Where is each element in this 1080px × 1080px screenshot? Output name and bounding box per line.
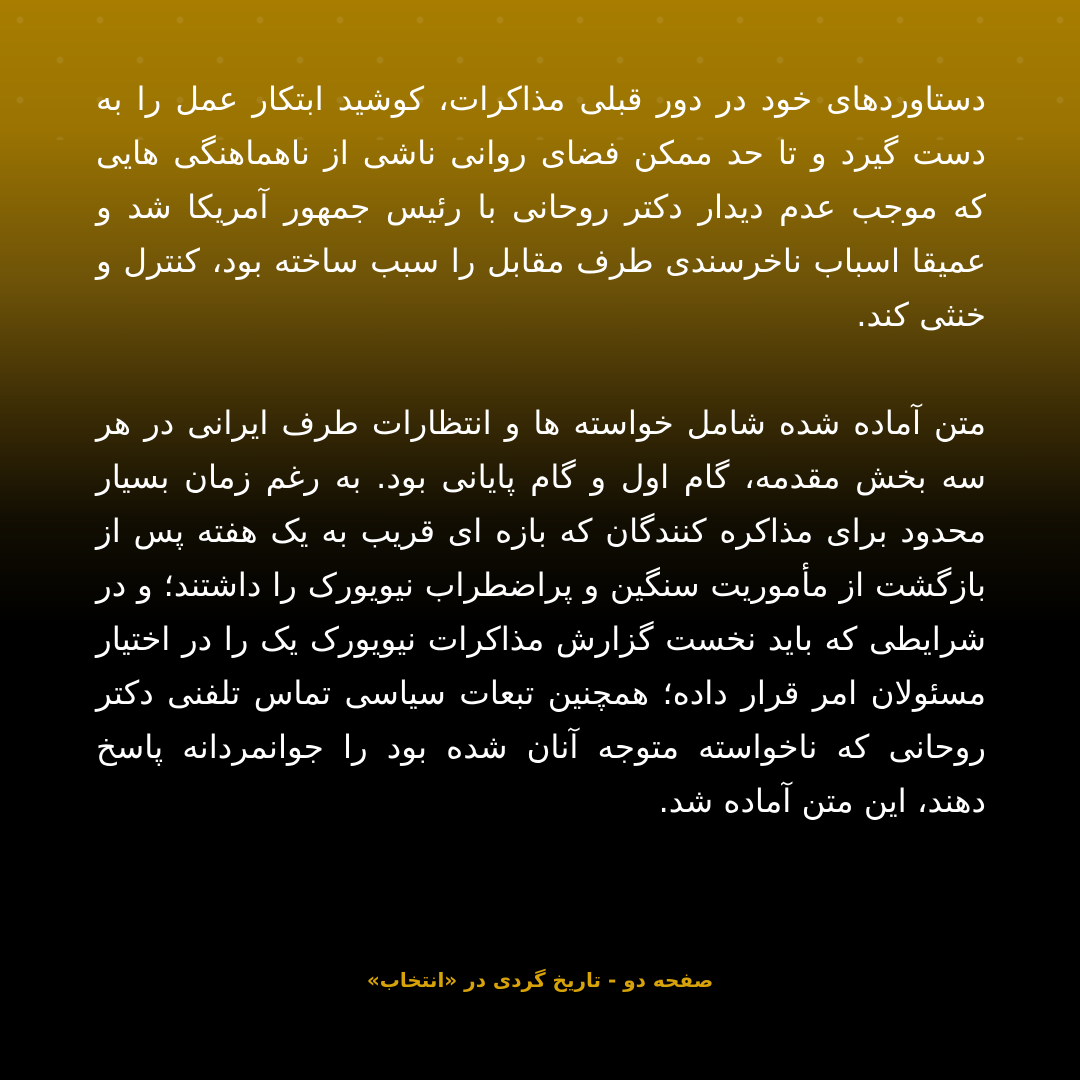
paragraph-1: دستاوردهای خود در دور قبلی مذاکرات، کوشید ابتکار عمل را به دست گیرد و تا حد ممکن فضای روانی ناشی از ناهماهنگی هایی که موجب عدم دیدار دکتر روحانی با رئیس جمهور آمریکا شد و عمیقا اسباب ناخرسندی طرف مقابل را سبب ساخته بود، کنترل و خنثی کند. <box>96 80 986 334</box>
page-footer: صفحه دو - تاریخ گردی در «انتخاب» <box>366 968 714 992</box>
article-body <box>96 72 986 828</box>
paragraph-2: متن آماده شده شامل خواسته ها و انتظارات طرف ایرانی در هر سه بخش مقدمه، گام اول و گام پایانی بود. به رغم زمان بسیار محدود برای مذاکره کنندگان که بازه ای قریب به یک هفته پس از بازگشت از مأموریت سنگین و پراضطراب نیویورک را داشتند؛ و در شرایطی که باید نخست گزارش مذاکرات نیویورک یک را در اختیار مسئولان امر قرار داده؛ همچنین تبعات سیاسی تماس تلفنی دکتر روحانی که ناخواسته متوجه آنان شده بود را جوانمردانه پاسخ دهند، این متن آماده شد. <box>96 404 986 820</box>
